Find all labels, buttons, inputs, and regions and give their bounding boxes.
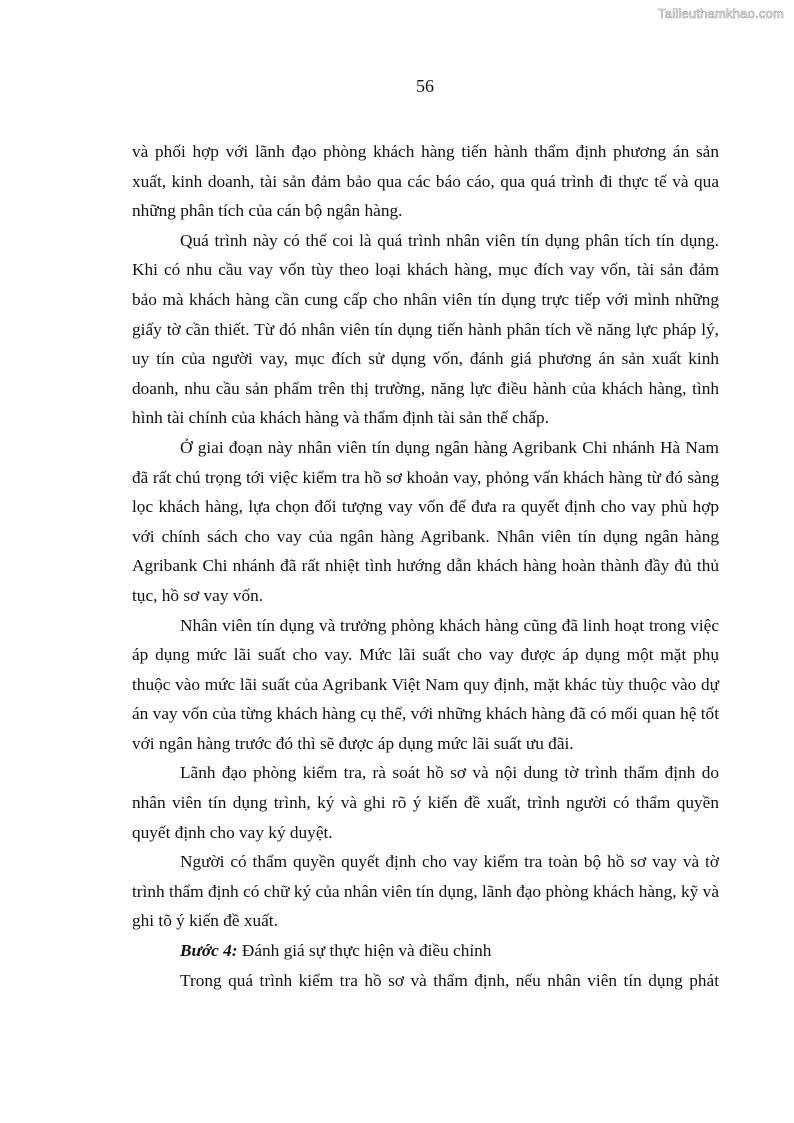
paragraph-review: Lãnh đạo phòng kiểm tra, rà soát hồ sơ và nội dung tờ trình thẩm định do nhân viên tín dụng trình, ký và ghi rõ ý kiến đề xuất, trình người có thẩm quyền quyết định cho vay ký duyệt. [132, 763, 719, 842]
paragraph-interest-rate: Nhân viên tín dụng và trưởng phòng khách hàng cũng đã linh hoạt trong việc áp dụng mức lãi suất cho vay. Mức lãi suất cho vay được áp dụng một mặt phụ thuộc vào mức lãi suất của Agribank Việt Nam quy định, mặt khác tùy thuộc vào dự án vay vốn của từng khách hàng cụ thể, với những khách hàng đã có mối quan hệ tốt với ngân hàng trước đó thì sẽ được áp dụng mức lãi suất ưu đãi. [132, 615, 719, 753]
paragraph-credit-analysis: Quá trình này có thể coi là quá trình nhân viên tín dụng phân tích tín dụng. Khi có nhu cầu vay vốn tùy theo loại khách hàng, mục đích vay vốn, tài sản đảm bảo mà khách hàng cần cung cấp cho nhân viên tín dụng trực tiếp với mình những giấy tờ cần thiết. Từ đó nhân viên tín dụng tiến hành phân tích về năng lực pháp lý, uy tín của người vay, mục đích sử dụng vốn, đánh giá phương án sản xuất kinh doanh, nhu cầu sản phẩm trên thị trường, năng lực điều hành của khách hàng, tình hình tài chính của khách hàng và thẩm định tài sản thế chấp. [132, 230, 719, 428]
step-label: Bước 4: [180, 941, 238, 961]
paragraph-continuation: và phối hợp với lãnh đạo phòng khách hàng tiến hành thẩm định phương án sản xuất, kinh doanh, tài sản đảm bảo qua các báo cáo, qua quá trình đi thực tế và qua những phân tích của cán bộ ngân hàng. [132, 142, 719, 221]
step-heading [132, 936, 719, 966]
page-number: 56 [416, 76, 434, 96]
paragraph-agribank-stage: Ở giai đoạn này nhân viên tín dụng ngân hàng Agribank Chi nhánh Hà Nam đã rất chú trọng tới việc kiểm tra hồ sơ khoản vay, phỏng vấn khách hàng từ đó sàng lọc khách hàng, lựa chọn đối tượng vay vốn để đưa ra quyết định cho vay phù hợp với chính sách cho vay của ngân hàng Agribank. Nhân viên tín dụng ngân hàng Agribank Chi nhánh đã rất nhiệt tình hướng dẫn khách hàng hoàn thành đầy đủ thủ tục, hồ sơ vay vốn. [132, 437, 719, 605]
watermark: Tailieuthamkhao.com [658, 6, 784, 21]
document-body [132, 137, 719, 995]
paragraph-authority-approval: Người có thẩm quyền quyết định cho vay kiểm tra toàn bộ hồ sơ vay và tờ trình thẩm định có chữ ký của nhân viên tín dụng, lãnh đạo phòng khách hàng, kỹ và ghi tõ ý kiến đề xuất. [132, 852, 719, 931]
paragraph-last: Trong quá trình kiểm tra hồ sơ và thẩm định, nếu nhân viên tín dụng phát [180, 970, 719, 990]
step-title: Đánh giá sự thực hiện và điều chỉnh [237, 941, 492, 961]
